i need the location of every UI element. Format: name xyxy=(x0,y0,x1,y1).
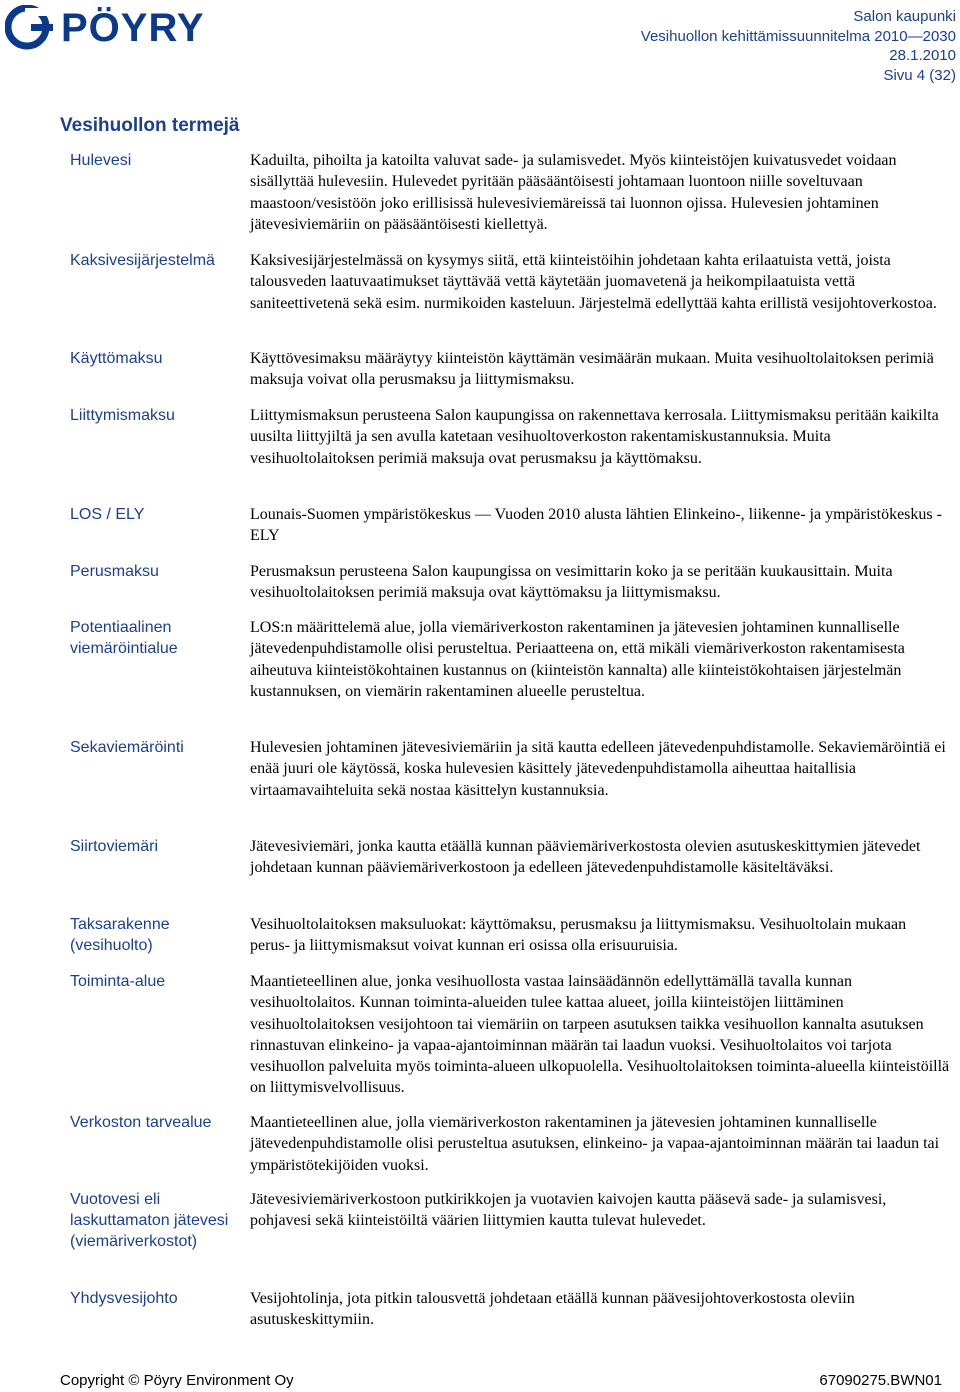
glossary-definition: Lounais-Suomen ympäristökeskus — Vuoden 2010 alusta lähtien Elinkeino-, liikenne- ja ympäristökeskus - ELY xyxy=(250,506,942,545)
document-header xyxy=(641,7,956,85)
glossary-definition: Käyttövesimaksu määräytyy kiinteistön käyttämän vesimäärän mukaan. Muita vesihuoltolaitoksen perimiä maksuja voivat olla perusmaksu ja liittymismaksu. xyxy=(250,350,934,389)
glossary-term: Hulevesi xyxy=(70,152,132,169)
glossary-definition: Kaksivesijärjestelmässä on kysymys siitä, että kiinteistöihin johdetaan kahta erilaatuista vettä, joista talousveden laatuvaatimukset täyttävää vettä käytetään juomavetenä ja heikompilaatuista vettä saniteettivetenä sekä esim. nurmikoiden kasteluun. Järjestelmä edellyttää kahta erillistä vesijohtoverkostoa. xyxy=(250,252,937,312)
glossary-term: Yhdysvesijohto xyxy=(70,1290,178,1307)
glossary-term: Käyttömaksu xyxy=(70,350,163,367)
footer-copyright: Copyright © Pöyry Environment Oy xyxy=(60,1372,294,1389)
glossary-term: Perusmaksu xyxy=(70,563,159,580)
glossary-definition: Liittymismaksun perusteena Salon kaupungissa on rakennettava kerrosala. Liittymismaksu peritään kaikilta uusilta liittyjiltä ja sen avulla katetaan vesihuoltoverkoston rakentamiskustannuksia. Muita vesihuoltolaitoksen perimiä maksuja ovat perusmaksu ja käyttömaksu. xyxy=(250,407,939,467)
glossary-definition: Jätevesiviemäri, jonka kautta etäällä kunnan pääviemäriverkostosta olevien asutuskeskittymien jätevedet johdetaan kunnan pääviemäriverkostoon ja edelleen jätevedenpuhdistamolle käsiteltäväksi. xyxy=(250,838,921,877)
glossary-definition: Kaduilta, pihoilta ja katoilta valuvat sade- ja sulamisvedet. Myös kiinteistöjen kuivatusvedet voidaan sisällyttää hulevesiin. Hulevedet pyritään pääsääntöisesti johtamaan luontoon niille soveltuvaan maastoon/vesistöön joko erillisissä hulevesiviemäreissä tai luonnon ojissa. Hulevesien johtaminen jätevesiviemäriin on pääsääntöisesti kiellettyä. xyxy=(250,152,897,233)
glossary-definition: LOS:n määrittelemä alue, jolla viemäriverkoston rakentaminen ja jätevesien johtaminen kunnalliselle jätevedenpuhdistamolle olisi perusteltua. Periaatteena on, että mikäli viemäriverkoston rakentamisesta aiheutuva kiinteistökohtainen kustannus on (kiinteistön kannalta) alle kiinteistökohtaisen järjestelmän kustannuksen, on viemärin rakentaminen alueelle perusteltua. xyxy=(250,619,905,700)
header-document-title: Vesihuollon kehittämissuunnitelma 2010—2030 xyxy=(640,27,956,45)
glossary-term: Verkoston tarvealue xyxy=(70,1114,212,1131)
glossary-term: Kaksivesijärjestelmä xyxy=(70,252,215,269)
page-title: Vesihuollon termejä xyxy=(60,115,240,136)
poyry-logo-icon xyxy=(5,5,55,51)
header-date: 28.1.2010 xyxy=(889,47,956,64)
footer-document-number: 67090275.BWN01 xyxy=(819,1372,942,1389)
glossary-definition: Hulevesien johtaminen jätevesiviemäriin ja sitä kautta edelleen jätevedenpuhdistamolle. Sekaviemäröintiä ei enää juuri ole käytössä, koska hulevesien käsittely jätevedenpuhdistamolla aiheuttaa haitallisia virtaamavaihteluita sekä nostaa käsittelyn kustannuksia. xyxy=(250,739,946,799)
glossary-term: Vuotovesi eli laskuttamaton jätevesi (viemäriverkostot) xyxy=(70,1191,229,1250)
glossary-definition: Vesihuoltolaitoksen maksuluokat: käyttömaksu, perusmaksu ja liittymismaksu. Vesihuoltolain mukaan perus- ja liittymismaksut voivat kunnan eri osissa olla erisuuruisia. xyxy=(250,916,907,955)
glossary-term: LOS / ELY xyxy=(70,506,145,523)
glossary-definition: Vesijohtolinja, jota pitkin talousvettä johdetaan etäällä kunnan päävesijohtoverkostosta oleviin asutuskeskittymiin. xyxy=(250,1290,855,1329)
header-page-number: Sivu 4 (32) xyxy=(883,66,956,84)
company-logo xyxy=(5,5,245,51)
glossary-term: Sekaviemäröinti xyxy=(70,739,184,756)
glossary-term: Liittymismaksu xyxy=(70,407,175,424)
glossary-term: Taksarakenne (vesihuolto) xyxy=(70,916,170,954)
logo-wordmark: PÖYRY xyxy=(61,6,205,50)
glossary-definition: Jätevesiviemäriverkostoon putkirikkojen ja vuotavien kaivojen kautta pääsevä sade- ja sulamisvesi, pohjavesi sekä kiinteistöiltä väärien liittymien kautta tulevat hulevedet. xyxy=(250,1191,887,1230)
glossary-definition: Maantieteellinen alue, jonka vesihuollosta vastaa lainsäädännön edellyttämällä tavalla kunnan vesihuoltolaitos. Kunnan toiminta-alueiden tulee kattaa alueet, joilla kiinteistöjen liittäminen vesihuoltolaitoksen vesijohtoon tai viemäriin on tarpeen asutuksen taikka vesihuollon kannalta asutuksen rinnastuvan elinkeino- ja vapaa-ajantoiminnan määrän tai laadun vuoksi. Vesihuoltolaitos voi tarjota vesihuollon palveluita myös toiminta-alueen ulkopuolella. Vesihuoltolaitoksen toiminta-alueella kiinteistöillä on liittymisvelvollisuus. xyxy=(250,973,950,1097)
glossary-definition: Perusmaksun perusteena Salon kaupungissa on vesimittarin koko ja se peritään kuukausittain. Muita vesihuoltolaitoksen perimiä maksuja ovat käyttömaksu ja liittymismaksu. xyxy=(250,563,893,602)
glossary-term: Potentiaalinen viemäröintialue xyxy=(70,619,178,657)
glossary-definition: Maantieteellinen alue, jolla viemäriverkoston rakentaminen ja jätevesien johtaminen kunnalliselle jätevedenpuhdistamolle olisi perusteltua asutuksen, elinkeino- ja vapaa-ajantoiminnan määrän tai laadun tai ympäristötekijöiden vuoksi. xyxy=(250,1114,940,1174)
glossary-term: Toiminta-alue xyxy=(70,973,166,990)
header-client: Salon kaupunki xyxy=(853,8,956,25)
glossary-term: Siirtoviemäri xyxy=(70,838,159,855)
